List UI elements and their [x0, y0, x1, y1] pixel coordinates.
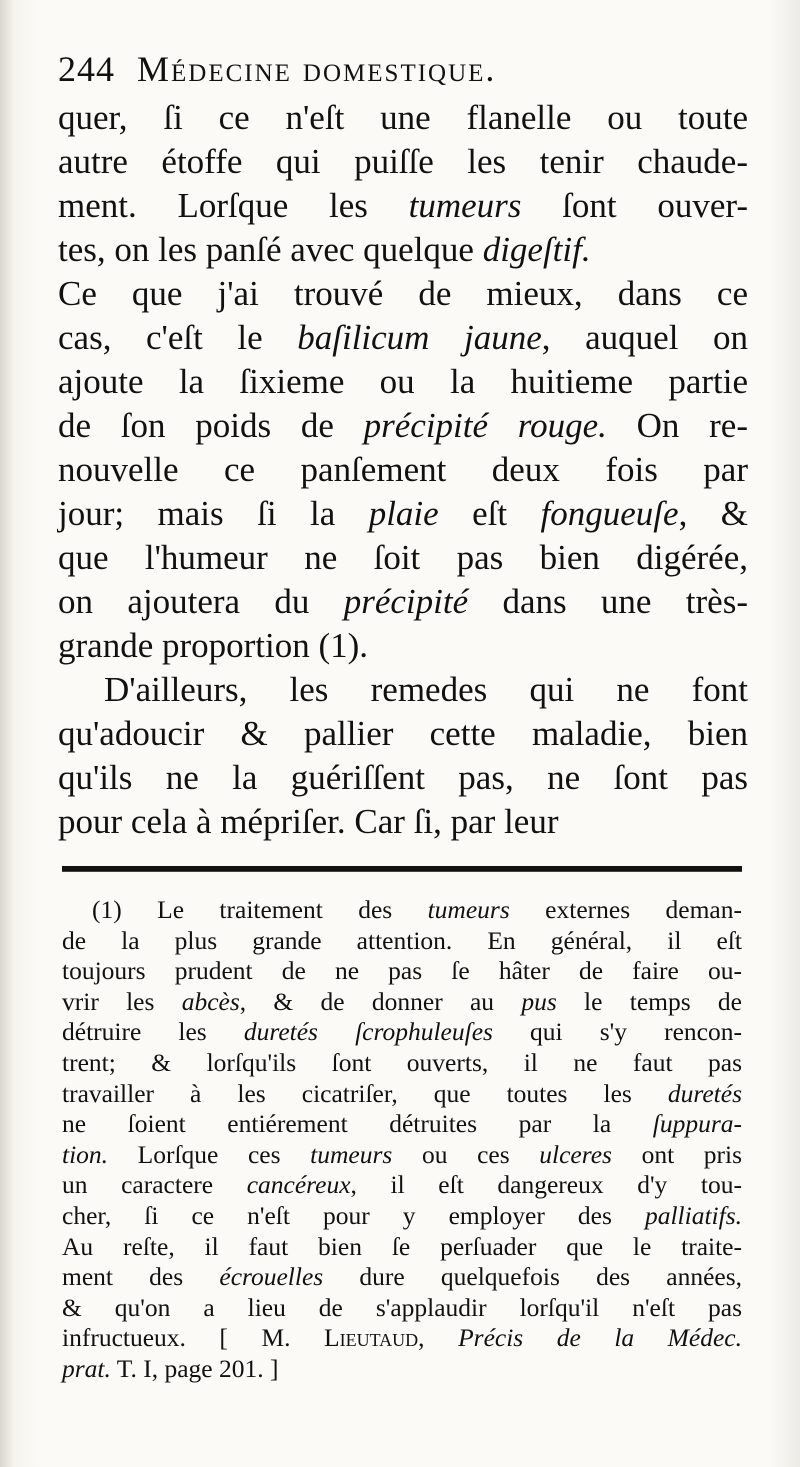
body-text-run: que l'humeur ne ſoit pas bien digérée,: [58, 538, 748, 577]
body-line: [58, 624, 748, 668]
footnote-text-run: duretés: [667, 1078, 742, 1108]
footnote-text-run: externes deman-: [509, 895, 742, 924]
body-text-run: , auquel on: [541, 318, 748, 357]
footnote-text-run: ou ces: [392, 1139, 540, 1169]
footnote-text-run: Au reſte, il faut bien ſe perſuader que le traite-: [62, 1231, 742, 1261]
body-text-run: digeſtif.: [482, 230, 591, 269]
footnote-line: [62, 987, 742, 1018]
body-line: [58, 536, 748, 580]
body-line: [58, 800, 748, 844]
footnote-text-run: le temps de: [556, 986, 743, 1016]
footnote-text-run: dure quelquefois des années,: [323, 1262, 743, 1292]
body-line: [58, 580, 748, 624]
body-text-run: D'ailleurs, les remedes qui ne font: [104, 670, 748, 709]
page-content: [58, 44, 748, 844]
body-line: [58, 712, 748, 756]
footnote-line: [62, 1354, 742, 1385]
footnote-text-run: un caractere: [62, 1170, 247, 1200]
footnote-text-run: détruire les: [62, 1017, 244, 1047]
body-text-run: qu'adoucir & pallier cette maladie, bien: [58, 714, 748, 753]
body-text-run: tumeurs: [408, 186, 522, 225]
footnote-text-run: Lorſque ces: [108, 1139, 311, 1169]
body-line: [58, 228, 748, 272]
body-text-run: , &: [678, 494, 748, 533]
footnote-line: [62, 895, 742, 926]
body-text-run: de ſon poids de: [58, 406, 364, 445]
body-text-run: pour cela à mépriſer. Car ſi, par leur: [58, 802, 559, 841]
page-number: 244: [58, 49, 115, 89]
footnote-text-run: travailler à les cicatriſer, que toutes les: [62, 1078, 668, 1108]
body-text-run: ajoute la ſixieme ou la huitieme partie: [58, 362, 748, 401]
footnote-text-run: & qu'on a lieu de s'applaudir lorſqu'il n'eſt pas: [62, 1292, 742, 1322]
footnote: [62, 895, 742, 1385]
footnote-text-run: tumeurs: [427, 895, 510, 924]
body-line: [58, 140, 748, 184]
running-header: [58, 44, 748, 96]
footnote-line: [62, 1017, 742, 1048]
body-line: [58, 316, 748, 360]
footnote-line: [62, 1201, 742, 1232]
body-text-run: quer, ſi ce n'eſt une flanelle ou toute: [58, 98, 748, 137]
footnote-text-run: vrir les: [62, 986, 182, 1016]
body-text-run: nouvelle ce panſement deux fois par: [58, 450, 748, 489]
body-text-run: grande proportion (1).: [58, 626, 369, 665]
footnote-line: [62, 1048, 742, 1079]
body-text-run: précipité: [343, 582, 469, 621]
body-text-run: On re-: [606, 406, 748, 445]
body-line: [58, 756, 748, 800]
footnote-line: [62, 956, 742, 987]
footnote-text-run: Précis de la Médec.: [458, 1323, 742, 1353]
body-line: [58, 492, 748, 536]
footnote-text-run: infructueux. [ M.: [62, 1323, 325, 1353]
body-line: [58, 272, 748, 316]
footnote-text-run: , il eſt dangereux d'y tou-: [350, 1170, 742, 1200]
body-text-run: qu'ils ne la guériſſent pas, ne ſont pas: [58, 758, 748, 797]
footnote-text-run: ne ſoient entiérement détruites par la: [62, 1109, 653, 1139]
body-text: [58, 96, 748, 844]
footnote-text-run: tumeurs: [310, 1139, 393, 1169]
body-line: [58, 668, 748, 712]
body-text-run: précipité rouge.: [363, 406, 607, 445]
body-text-run: ſont ouver-: [521, 186, 749, 225]
body-text-run: plaie: [368, 494, 439, 533]
footnote-text-run: toujours prudent de ne pas ſe hâter de faire ou-: [62, 956, 742, 986]
footnote-text-run: abcès: [181, 986, 240, 1016]
footnote-text-run: ont pris: [611, 1139, 743, 1169]
footnote-text-run: (1) Le traitement des: [92, 895, 428, 924]
footnote-line: [62, 1232, 742, 1263]
body-text-run: autre étoffe qui puiſſe les tenir chaude-: [58, 142, 748, 181]
footnote-text-run: Lieutaud: [324, 1323, 419, 1353]
body-text-run: baſilicum jaune: [297, 318, 542, 357]
body-line: [58, 404, 748, 448]
body-line: [58, 360, 748, 404]
footnote-line: [62, 1140, 742, 1171]
body-text-run: fongueuſe: [540, 494, 679, 533]
footnote-line: [62, 1109, 742, 1140]
body-line: [58, 96, 748, 140]
footnote-text-run: palliatifs.: [644, 1200, 742, 1230]
running-title: Médecine domestique.: [137, 49, 497, 89]
body-text-run: on ajoutera du: [58, 582, 344, 621]
footnote-text-run: prat.: [62, 1353, 111, 1383]
footnote-text-run: cher, ſi ce n'eſt pour y employer des: [62, 1200, 645, 1230]
footnote-text-run: de la plus grande attention. En général, il eſt: [62, 925, 742, 955]
body-text-run: jour; mais ſi la: [58, 494, 369, 533]
footnote-line: [62, 1293, 742, 1324]
body-line: [58, 448, 748, 492]
body-text-run: cas, c'eſt le: [58, 318, 298, 357]
body-text-run: ment. Lorſque les: [58, 186, 409, 225]
footnote-text-run: qui s'y rencon-: [492, 1017, 742, 1047]
footnote-text-run: écrouelles: [219, 1262, 324, 1292]
footnote-rule: [62, 866, 742, 872]
footnote-text-run: duretés ſcrophuleuſes: [243, 1017, 493, 1047]
footnote-line: [62, 926, 742, 957]
footnote-text-run: ment des: [62, 1262, 220, 1292]
footnote-text-run: tion.: [62, 1139, 109, 1169]
footnote-line: [62, 1262, 742, 1293]
footnote-text-run: ulceres: [539, 1139, 612, 1169]
footnote-line: [62, 1170, 742, 1201]
body-text-run: eſt: [438, 494, 541, 533]
footnote-text-run: ſuppura-: [652, 1109, 742, 1139]
footnote-text-run: ,: [418, 1323, 459, 1353]
footnote-text-run: trent; & lorſqu'ils ſont ouverts, il ne faut pas: [62, 1047, 742, 1077]
footnote-text-run: , & de donner au: [239, 986, 522, 1016]
body-text-run: tes, on les panſé avec quelque: [58, 230, 483, 269]
footnote-text-run: cancéreux: [246, 1170, 351, 1200]
footnote-text-run: pus: [521, 986, 557, 1016]
footnote-line: [62, 1323, 742, 1354]
footnote-text-run: T. I, page 201. ]: [110, 1353, 279, 1383]
footnote-line: [62, 1079, 742, 1110]
body-line: [58, 184, 748, 228]
body-text-run: Ce que j'ai trouvé de mieux, dans ce: [58, 274, 748, 313]
body-text-run: dans une très-: [468, 582, 748, 621]
